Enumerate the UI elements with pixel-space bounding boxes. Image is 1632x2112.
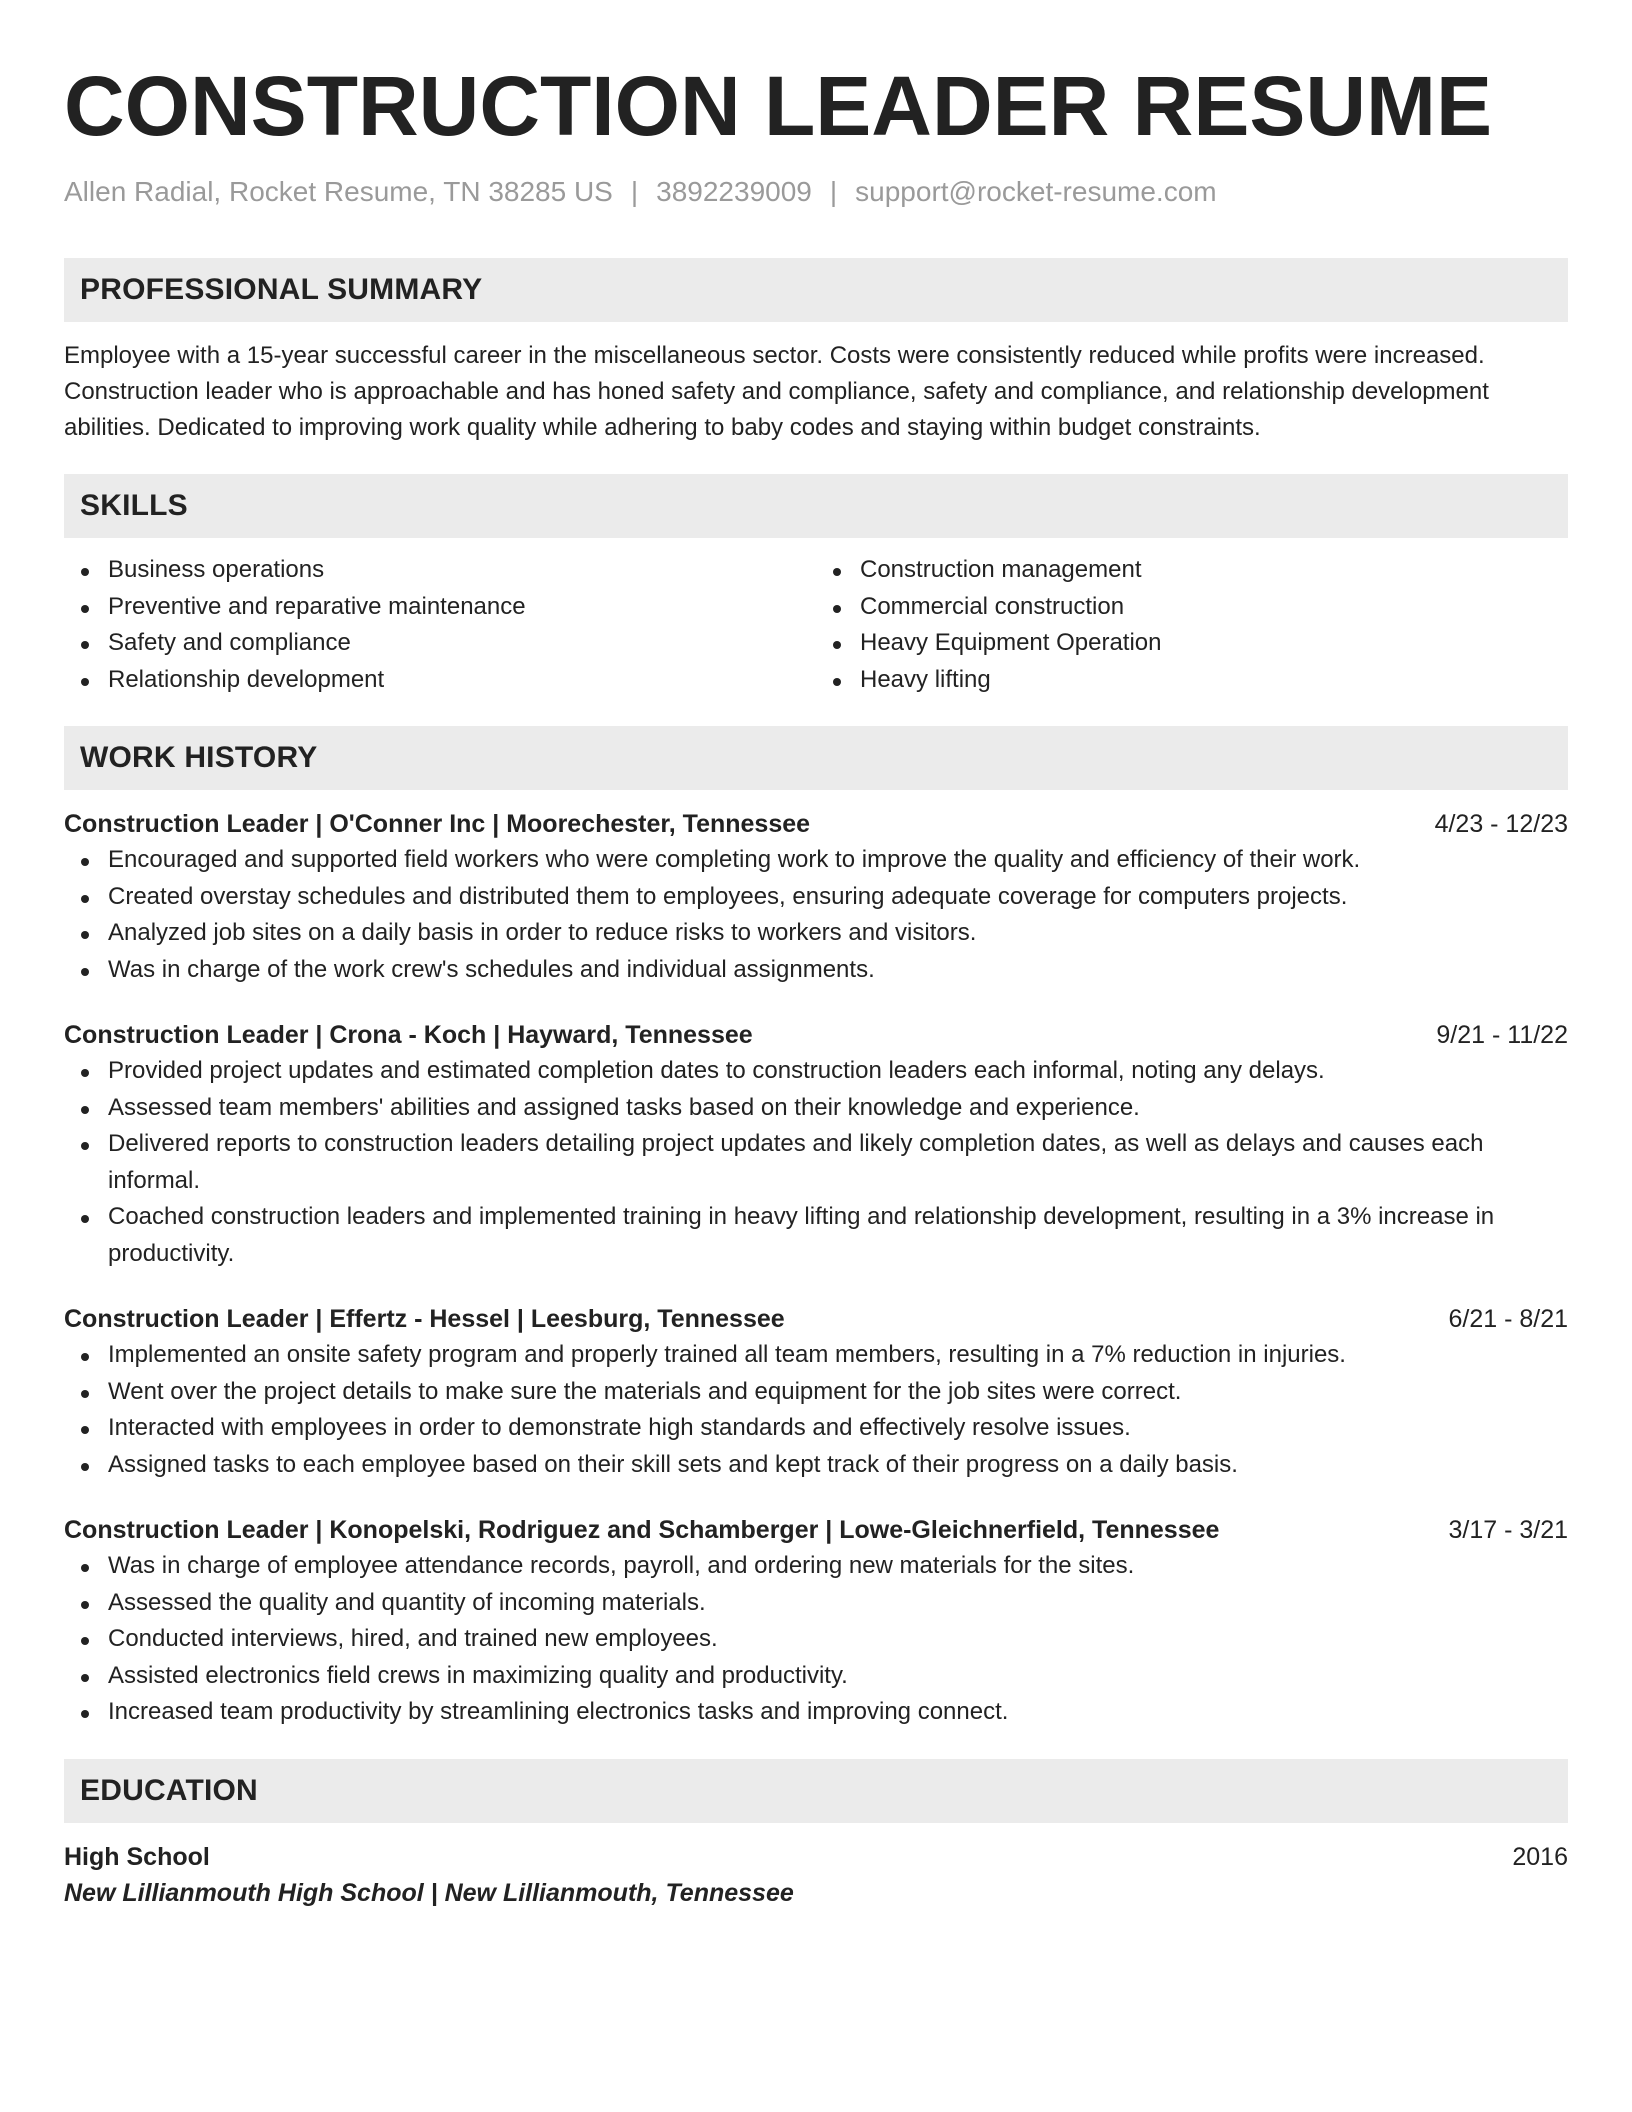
contact-phone: 3892239009	[656, 176, 812, 207]
job-duty: Encouraged and supported field workers who were completing work to improve the quality and efficiency of their work.	[64, 842, 1568, 879]
section-heading-work-history: WORK HISTORY	[64, 726, 1568, 790]
job-duty: Assisted electronics field crews in maximizing quality and productivity.	[64, 1658, 1568, 1695]
job-duties	[64, 1548, 1568, 1731]
skill-item: Business operations	[64, 552, 816, 589]
job-duty: Delivered reports to construction leaders detailing project updates and likely completion dates, as well as delays and causes each informal.	[64, 1126, 1568, 1199]
skill-item: Construction management	[816, 552, 1568, 589]
job-duty: Provided project updates and estimated completion dates to construction leaders each informal, noting any delays.	[64, 1053, 1568, 1090]
job-duty: Created overstay schedules and distributed them to employees, ensuring adequate coverage for computers projects.	[64, 879, 1568, 916]
contact-separator: |	[829, 176, 838, 207]
job-duty: Interacted with employees in order to demonstrate high standards and effectively resolve issues.	[64, 1410, 1568, 1447]
job-entry	[64, 1301, 1568, 1483]
section-heading-skills: SKILLS	[64, 474, 1568, 538]
education-school: New Lillianmouth High School | New Lillianmouth, Tennessee	[64, 1878, 794, 1907]
job-entry	[64, 806, 1568, 988]
job-header	[64, 1301, 1568, 1337]
skills-list	[64, 552, 1568, 698]
job-duty: Assessed the quality and quantity of incoming materials.	[64, 1585, 1568, 1622]
job-title: Construction Leader | Effertz - Hessel | Leesburg, Tennessee	[64, 1305, 785, 1333]
job-entry	[64, 1017, 1568, 1272]
job-dates: 9/21 - 11/22	[1436, 1021, 1568, 1049]
contact-address: Allen Radial, Rocket Resume, TN 38285 US	[64, 176, 613, 207]
job-header	[64, 806, 1568, 842]
summary-text: Employee with a 15-year successful career in the miscellaneous sector. Costs were consistently reduced while profits were increased. Construction leader who is approachable and has honed safety and compliance, safety and compliance, and relationship development abilities. Dedicated to improving work quality while adhering to baby codes and staying within budget constraints.	[64, 342, 1489, 441]
education-degree: High School	[64, 1842, 210, 1871]
job-duty: Conducted interviews, hired, and trained new employees.	[64, 1621, 1568, 1658]
contact-email: support@rocket-resume.com	[855, 176, 1217, 207]
job-duties	[64, 842, 1568, 988]
job-duty: Implemented an onsite safety program and properly trained all team members, resulting in a 7% reduction in injuries.	[64, 1337, 1568, 1374]
job-duty: Increased team productivity by streamlining electronics tasks and improving connect.	[64, 1694, 1568, 1731]
job-entry	[64, 1512, 1568, 1731]
skills-column-left	[64, 552, 816, 698]
skill-item: Preventive and reparative maintenance	[64, 589, 816, 626]
job-duty: Coached construction leaders and implemented training in heavy lifting and relationship development, resulting in a 3% increase in productivity.	[64, 1199, 1568, 1272]
job-dates: 4/23 - 12/23	[1434, 810, 1568, 838]
skill-item: Commercial construction	[816, 589, 1568, 626]
section-heading-summary: PROFESSIONAL SUMMARY	[64, 258, 1568, 322]
skill-item: Heavy lifting	[816, 662, 1568, 699]
contact-separator: |	[630, 176, 639, 207]
job-title: Construction Leader | O'Conner Inc | Moorechester, Tennessee	[64, 810, 811, 838]
job-duty: Assessed team members' abilities and assigned tasks based on their knowledge and experience.	[64, 1090, 1568, 1127]
education-year: 2016	[1512, 1842, 1568, 1871]
job-duties	[64, 1053, 1568, 1272]
education-entry	[64, 1839, 1568, 1911]
job-duty: Analyzed job sites on a daily basis in order to reduce risks to workers and visitors.	[64, 915, 1568, 952]
resume-title: CONSTRUCTION LEADER RESUME	[64, 59, 1493, 153]
skill-item: Relationship development	[64, 662, 816, 699]
job-duty: Went over the project details to make sure the materials and equipment for the job sites were correct.	[64, 1374, 1568, 1411]
skill-item: Safety and compliance	[64, 625, 816, 662]
job-duty: Assigned tasks to each employee based on their skill sets and kept track of their progress on a daily basis.	[64, 1447, 1568, 1484]
job-header	[64, 1017, 1568, 1053]
job-duty: Was in charge of the work crew's schedules and individual assignments.	[64, 952, 1568, 989]
education-header	[64, 1839, 1568, 1875]
job-duty: Was in charge of employee attendance records, payroll, and ordering new materials for the sites.	[64, 1548, 1568, 1585]
job-title: Construction Leader | Crona - Koch | Hayward, Tennessee	[64, 1021, 753, 1049]
job-header	[64, 1512, 1568, 1548]
job-duties	[64, 1337, 1568, 1483]
section-heading-education: EDUCATION	[64, 1759, 1568, 1823]
job-dates: 6/21 - 8/21	[1448, 1305, 1568, 1333]
skill-item: Heavy Equipment Operation	[816, 625, 1568, 662]
job-dates: 3/17 - 3/21	[1448, 1516, 1568, 1544]
skills-column-right	[816, 552, 1568, 698]
contact-line	[64, 176, 1568, 208]
job-title: Construction Leader | Konopelski, Rodriguez and Schamberger | Lowe-Gleichnerfield, Tennessee	[64, 1516, 1220, 1544]
